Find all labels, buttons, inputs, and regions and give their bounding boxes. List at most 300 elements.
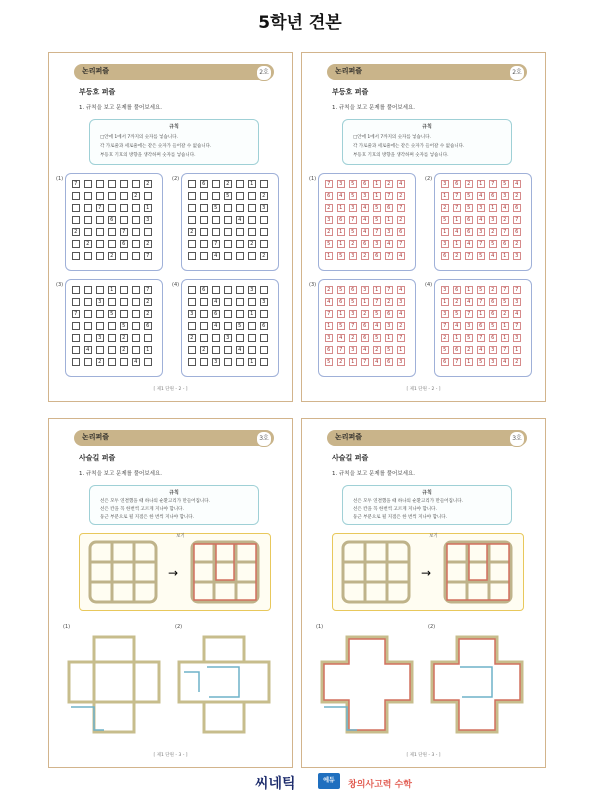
- grid-cell: [108, 180, 116, 188]
- grid-cell: 7: [477, 240, 485, 248]
- rules-box: [342, 119, 512, 165]
- grid-cell: 4: [453, 322, 461, 330]
- grid-cell: [72, 358, 80, 366]
- sample-page-2: [301, 52, 546, 402]
- grid-cell: 6: [465, 228, 473, 236]
- grid-cell: [188, 346, 196, 354]
- section-label: 논리퍼즐: [335, 433, 363, 441]
- grid-cell: 2: [397, 216, 405, 224]
- grid-cell: [96, 216, 104, 224]
- grid-cell: [96, 252, 104, 260]
- grid-cell: 5: [236, 322, 244, 330]
- grid-cell: [84, 192, 92, 200]
- grid-cell: [224, 228, 232, 236]
- instruction-text: 1. 규칙을 보고 문제를 풀어보세요.: [332, 105, 416, 111]
- grid-cell: 2: [144, 180, 152, 188]
- grid-cell: 5: [477, 358, 485, 366]
- grid-cell: [212, 216, 220, 224]
- grid-cell: 1: [453, 216, 461, 224]
- grid-cell: 4: [465, 240, 473, 248]
- rules-box: [89, 119, 259, 165]
- grid-cell: 6: [337, 216, 345, 224]
- grid-cell: 5: [108, 310, 116, 318]
- rule-line: 선은 칸을 꼭 한번씩 고르게 지나야 합니다.: [100, 507, 184, 512]
- grid-cell: 7: [349, 322, 357, 330]
- grid-cell: 5: [325, 358, 333, 366]
- puzzle-grid: [72, 286, 156, 370]
- grid-cell: 4: [477, 216, 485, 224]
- grid-cell: 1: [108, 286, 116, 294]
- section-label: 논리퍼즐: [82, 433, 110, 441]
- grid-cell: [72, 286, 80, 294]
- grid-cell: [260, 346, 268, 354]
- puzzle-panel: [56, 279, 163, 377]
- grid-cell: [84, 322, 92, 330]
- grid-cell: 3: [441, 286, 449, 294]
- grid-cell: 3: [361, 286, 369, 294]
- grid-cell: 7: [349, 216, 357, 224]
- page-number-badge: 2호: [509, 65, 525, 81]
- grid-cell: 6: [361, 240, 369, 248]
- grid-cell: 7: [361, 358, 369, 366]
- grid-cell: 1: [453, 240, 461, 248]
- grid-cell: 1: [397, 346, 405, 354]
- grid-cell: [84, 216, 92, 224]
- grid-cell: 3: [441, 310, 449, 318]
- grid-cell: 2: [489, 228, 497, 236]
- grid-cell: 5: [337, 252, 345, 260]
- grid-cell: 1: [325, 252, 333, 260]
- grid-cell: 3: [96, 334, 104, 342]
- grid-cell: 7: [465, 310, 473, 318]
- grid-cell: 7: [477, 334, 485, 342]
- grid-cell: 3: [212, 358, 220, 366]
- grid-cell: [84, 334, 92, 342]
- grid-cell: 6: [212, 310, 220, 318]
- grid-cell: [200, 240, 208, 248]
- grid-cell: 1: [337, 228, 345, 236]
- example-label: 보기: [429, 534, 438, 539]
- grid-cell: 7: [385, 252, 393, 260]
- grid-cell: 3: [477, 228, 485, 236]
- grid-cell: 6: [361, 334, 369, 342]
- grid-cell: 1: [501, 334, 509, 342]
- grid-cell: [120, 204, 128, 212]
- grid-cell: [224, 286, 232, 294]
- grid-cell: [72, 240, 80, 248]
- grid-cell: 4: [397, 310, 405, 318]
- page-number-badge: 2호: [256, 65, 272, 81]
- example-arrow: →: [421, 566, 432, 580]
- grid-cell: 1: [513, 346, 521, 354]
- grid-cell: 7: [477, 298, 485, 306]
- rule-line: □안에 1에서 7까지의 숫자를 넣습니다.: [100, 135, 178, 140]
- grid-cell: 7: [397, 240, 405, 248]
- grid-cell: 4: [373, 322, 381, 330]
- grid-cell: [212, 228, 220, 236]
- grid-cell: [144, 192, 152, 200]
- grid-cell: [132, 310, 140, 318]
- grid-cell: [200, 228, 208, 236]
- grid-cell: 1: [465, 358, 473, 366]
- grid-cell: [84, 298, 92, 306]
- grid-cell: 1: [465, 286, 473, 294]
- example-label: 보기: [176, 534, 185, 539]
- puzzle-number: (4): [172, 282, 180, 288]
- puzzle-number: (1): [56, 176, 64, 182]
- grid-cell: [260, 358, 268, 366]
- grid-cell: 2: [188, 228, 196, 236]
- grid-cell: 6: [453, 286, 461, 294]
- grid-cell: 1: [501, 322, 509, 330]
- grid-cell: [72, 346, 80, 354]
- grid-cell: [200, 252, 208, 260]
- grid-cell: [236, 228, 244, 236]
- grid-cell: 2: [120, 346, 128, 354]
- grid-cell: [236, 358, 244, 366]
- grid-cell: 7: [453, 192, 461, 200]
- grid-cell: [200, 334, 208, 342]
- grid-cell: [132, 204, 140, 212]
- grid-cell: 2: [373, 346, 381, 354]
- example-box: [79, 533, 271, 611]
- grid-cell: 3: [501, 192, 509, 200]
- page-number-badge: 3호: [256, 431, 272, 447]
- grid-cell: 5: [501, 180, 509, 188]
- grid-cell: 3: [325, 216, 333, 224]
- grid-cell: [188, 252, 196, 260]
- grid-cell: 4: [397, 286, 405, 294]
- grid-cell: 3: [489, 358, 497, 366]
- grid-cell: 5: [337, 322, 345, 330]
- grid-cell: 1: [373, 286, 381, 294]
- grid-cell: 1: [489, 204, 497, 212]
- grid-cell: [108, 228, 116, 236]
- grid-cell: [96, 286, 104, 294]
- example-box: [332, 533, 524, 611]
- puzzle-grid: [188, 180, 272, 264]
- grid-cell: 5: [489, 240, 497, 248]
- grid-cell: 2: [96, 358, 104, 366]
- grid-cell: [72, 192, 80, 200]
- grid-cell: 4: [236, 346, 244, 354]
- grid-cell: [224, 298, 232, 306]
- grid-cell: [212, 192, 220, 200]
- grid-cell: 5: [373, 334, 381, 342]
- section-label: 논리퍼즐: [82, 67, 110, 75]
- rules-box: [89, 485, 259, 525]
- grid-cell: 3: [361, 192, 369, 200]
- grid-cell: 4: [212, 298, 220, 306]
- grid-cell: 2: [72, 228, 80, 236]
- grid-cell: 7: [501, 286, 509, 294]
- puzzle-panel: [172, 279, 279, 377]
- grid-cell: [188, 298, 196, 306]
- grid-cell: [84, 180, 92, 188]
- grid-cell: 7: [373, 228, 381, 236]
- grid-cell: 2: [453, 298, 461, 306]
- grid-cell: [248, 252, 256, 260]
- grid-cell: 1: [349, 358, 357, 366]
- grid-cell: 1: [248, 180, 256, 188]
- grid-cell: [188, 204, 196, 212]
- grid-cell: 3: [441, 180, 449, 188]
- grid-cell: 5: [441, 346, 449, 354]
- puzzle-heading: 사슬길 퍼즐: [79, 454, 116, 462]
- page-footer: [ 제1 단원 - 3 - ]: [406, 753, 441, 758]
- grid-cell: 3: [349, 204, 357, 212]
- grid-cell: 1: [477, 310, 485, 318]
- rules-box: [342, 485, 512, 525]
- grid-cell: [188, 192, 196, 200]
- grid-cell: [120, 310, 128, 318]
- grid-cell: [144, 334, 152, 342]
- grid-cell: 1: [361, 298, 369, 306]
- grid-cell: [108, 298, 116, 306]
- grid-cell: 6: [465, 216, 473, 224]
- grid-cell: 7: [513, 216, 521, 224]
- grid-cell: 1: [501, 252, 509, 260]
- grid-cell: 1: [385, 334, 393, 342]
- grid-cell: 3: [513, 252, 521, 260]
- grid-cell: [108, 358, 116, 366]
- grid-cell: 7: [453, 204, 461, 212]
- grid-cell: [188, 180, 196, 188]
- grid-cell: 5: [441, 216, 449, 224]
- grid-cell: 4: [361, 216, 369, 224]
- grid-cell: [72, 334, 80, 342]
- grid-cell: [84, 228, 92, 236]
- page-header-bar: [74, 64, 274, 80]
- grid-cell: 3: [96, 298, 104, 306]
- rules-title: 규칙: [169, 124, 179, 130]
- grid-cell: 5: [224, 192, 232, 200]
- grid-cell: 7: [212, 240, 220, 248]
- grid-cell: 6: [373, 252, 381, 260]
- rule-line: 선은 모두 연결했을 때 하나의 순환고리가 만들어집니다.: [353, 499, 463, 504]
- grid-cell: 2: [325, 204, 333, 212]
- grid-cell: 1: [441, 192, 449, 200]
- grid-cell: 6: [513, 228, 521, 236]
- grid-cell: 3: [188, 310, 196, 318]
- instruction-text: 1. 규칙을 보고 문제를 풀어보세요.: [79, 471, 163, 477]
- grid-cell: 6: [325, 192, 333, 200]
- grid-cell: 2: [513, 192, 521, 200]
- grid-cell: 2: [513, 240, 521, 248]
- grid-cell: [72, 298, 80, 306]
- grid-cell: 2: [465, 346, 473, 354]
- grid-cell: 6: [260, 322, 268, 330]
- grid-cell: [260, 286, 268, 294]
- example-arrow: →: [168, 566, 179, 580]
- grid-cell: [120, 358, 128, 366]
- page-footer: [ 제1 단원 - 2 - ]: [153, 387, 188, 392]
- grid-cell: 2: [501, 216, 509, 224]
- grid-cell: [84, 358, 92, 366]
- grid-cell: 2: [453, 252, 461, 260]
- grid-cell: 5: [465, 204, 473, 212]
- grid-cell: 2: [501, 310, 509, 318]
- puzzle-number: (2): [428, 624, 436, 630]
- grid-cell: 7: [325, 310, 333, 318]
- grid-cell: 3: [441, 240, 449, 248]
- grid-cell: [212, 180, 220, 188]
- grid-cell: 4: [212, 322, 220, 330]
- grid-cell: [84, 310, 92, 318]
- grid-cell: 4: [501, 204, 509, 212]
- grid-cell: 6: [441, 252, 449, 260]
- grid-cell: [84, 204, 92, 212]
- grid-cell: 5: [349, 180, 357, 188]
- grid-cell: 5: [120, 322, 128, 330]
- grid-cell: [108, 192, 116, 200]
- grid-cell: 5: [385, 346, 393, 354]
- grid-cell: 2: [397, 192, 405, 200]
- grid-cell: [248, 204, 256, 212]
- grid-cell: [120, 216, 128, 224]
- grid-cell: [72, 216, 80, 224]
- grid-cell: [120, 180, 128, 188]
- grid-cell: 2: [144, 240, 152, 248]
- rule-line: 부등호 기호의 방향을 생각하며 숫자를 넣습니다.: [353, 153, 449, 158]
- grid-cell: [224, 204, 232, 212]
- grid-cell: 3: [489, 216, 497, 224]
- grid-cell: 2: [489, 286, 497, 294]
- grid-cell: 2: [120, 334, 128, 342]
- grid-cell: 2: [108, 252, 116, 260]
- answer-grid: [441, 180, 525, 264]
- rule-line: 각 가로줄과 세로줄에는 같은 숫자가 들어갈 수 없습니다.: [353, 144, 465, 149]
- grid-cell: 4: [465, 298, 473, 306]
- grid-cell: 4: [513, 310, 521, 318]
- grid-cell: [236, 180, 244, 188]
- grid-cell: 2: [144, 310, 152, 318]
- puzzle-number: (1): [316, 624, 324, 630]
- grid-cell: [108, 322, 116, 330]
- grid-cell: [132, 322, 140, 330]
- grid-cell: 5: [489, 322, 497, 330]
- grid-cell: [224, 216, 232, 224]
- grid-cell: 3: [513, 298, 521, 306]
- grid-cell: [72, 252, 80, 260]
- grid-cell: 1: [248, 310, 256, 318]
- grid-cell: [200, 192, 208, 200]
- grid-cell: 7: [397, 334, 405, 342]
- grid-cell: [248, 298, 256, 306]
- grid-cell: 6: [361, 180, 369, 188]
- grid-cell: 7: [489, 180, 497, 188]
- grid-cell: 1: [385, 216, 393, 224]
- grid-cell: [120, 252, 128, 260]
- grid-cell: 7: [465, 252, 473, 260]
- grid-cell: 2: [188, 334, 196, 342]
- grid-cell: 3: [465, 322, 473, 330]
- grid-cell: 7: [96, 204, 104, 212]
- grid-cell: [188, 240, 196, 248]
- puzzle-panel: [172, 173, 279, 271]
- example-diagram: [80, 534, 270, 610]
- grid-cell: [108, 240, 116, 248]
- grid-cell: 6: [453, 180, 461, 188]
- grid-cell: [248, 322, 256, 330]
- puzzle-panel: [425, 173, 532, 271]
- grid-cell: 6: [489, 298, 497, 306]
- sample-page-1: [48, 52, 293, 402]
- grid-cell: 3: [337, 180, 345, 188]
- grid-cell: [144, 228, 152, 236]
- grid-cell: 2: [385, 180, 393, 188]
- grid-cell: 3: [260, 298, 268, 306]
- grid-cell: 2: [260, 252, 268, 260]
- page-header-bar: [74, 430, 274, 446]
- grid-cell: [200, 298, 208, 306]
- grid-cell: [120, 298, 128, 306]
- grid-cell: [132, 228, 140, 236]
- grid-cell: 3: [349, 346, 357, 354]
- grid-cell: 1: [441, 228, 449, 236]
- grid-cell: [248, 228, 256, 236]
- grid-cell: [200, 322, 208, 330]
- answer-grid: [325, 180, 409, 264]
- grid-cell: [144, 358, 152, 366]
- grid-cell: 4: [361, 346, 369, 354]
- grid-cell: [72, 204, 80, 212]
- grid-cell: 2: [224, 180, 232, 188]
- grid-cell: 2: [200, 346, 208, 354]
- grid-cell: 7: [120, 228, 128, 236]
- chain-puzzle-diagrams: [49, 627, 293, 747]
- grid-cell: 3: [325, 334, 333, 342]
- grid-cell: 6: [489, 334, 497, 342]
- grid-cell: 7: [337, 346, 345, 354]
- grid-cell: [108, 204, 116, 212]
- grid-cell: 3: [144, 216, 152, 224]
- grid-cell: 2: [325, 286, 333, 294]
- page-header-bar: [327, 430, 527, 446]
- grid-cell: 6: [349, 286, 357, 294]
- grid-cell: 7: [325, 180, 333, 188]
- brand-logo: 씨네틱: [255, 776, 296, 792]
- grid-cell: [120, 286, 128, 294]
- puzzle-panel: [425, 279, 532, 377]
- sample-page-4: [301, 418, 546, 768]
- grid-cell: 3: [373, 240, 381, 248]
- grid-cell: 4: [489, 252, 497, 260]
- section-label: 논리퍼즐: [335, 67, 363, 75]
- grid-cell: 6: [501, 240, 509, 248]
- grid-cell: 2: [513, 358, 521, 366]
- grid-cell: [260, 334, 268, 342]
- grid-cell: 6: [361, 322, 369, 330]
- grid-cell: 4: [477, 192, 485, 200]
- grid-cell: [248, 346, 256, 354]
- grid-cell: 3: [397, 358, 405, 366]
- grid-cell: 4: [453, 228, 461, 236]
- grid-cell: [260, 310, 268, 318]
- puzzle-grid: [188, 286, 272, 370]
- grid-cell: 4: [325, 298, 333, 306]
- grid-cell: [132, 298, 140, 306]
- puzzle-number: (2): [425, 176, 433, 182]
- instruction-text: 1. 규칙을 보고 문제를 풀어보세요.: [79, 105, 163, 111]
- grid-cell: 1: [144, 346, 152, 354]
- grid-cell: [108, 346, 116, 354]
- grid-cell: 2: [361, 252, 369, 260]
- answer-grid: [441, 286, 525, 370]
- grid-cell: [188, 216, 196, 224]
- grid-cell: [96, 192, 104, 200]
- grid-cell: 5: [349, 228, 357, 236]
